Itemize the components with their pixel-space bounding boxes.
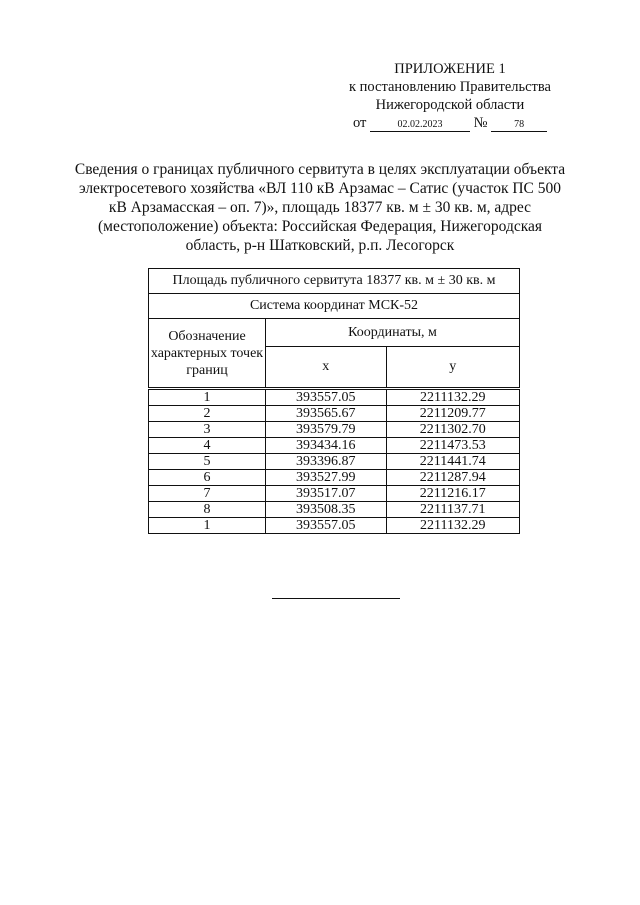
x-cell: 393508.35 [266, 502, 387, 518]
coordinates-table [148, 268, 520, 534]
table-row [149, 438, 520, 454]
table-row [149, 422, 520, 438]
point-cell: 8 [149, 502, 266, 518]
y-cell: 2211216.17 [386, 486, 519, 502]
coordinates-header: Координаты, м [266, 319, 520, 347]
x-header: x [266, 347, 387, 389]
end-divider [272, 598, 400, 599]
document-title: Сведения о границах публичного сервитута в целях эксплуатации объекта электросетевого хозяйства «ВЛ 110 кВ Арзамас – Сатис (участок ПС 500 кВ Арзамасская – оп. 7)», площадь 18377 кв. м ± 30 кв. м, адрес (местоположение) объекта: Российская Федерация, Нижегородская область, р-н Шатковский, р.п. Лесогорск [74, 161, 566, 254]
area-row: Площадь публичного сервитута 18377 кв. м ± 30 кв. м [149, 269, 520, 294]
table-row [149, 502, 520, 518]
x-cell: 393517.07 [266, 486, 387, 502]
y-header: y [386, 347, 519, 389]
x-cell: 393527.99 [266, 470, 387, 486]
date-prefix: от [352, 115, 367, 131]
number-value: 78 [491, 119, 547, 132]
point-cell: 1 [149, 389, 266, 406]
x-cell: 393565.67 [266, 406, 387, 422]
date-value: 02.02.2023 [370, 119, 470, 132]
appendix-region-line: Нижегородской области [375, 97, 525, 113]
point-cell: 4 [149, 438, 266, 454]
point-cell: 1 [149, 518, 266, 534]
y-cell: 2211132.29 [386, 389, 519, 406]
appendix-resolution-line: к постановлению Правительства [349, 79, 551, 95]
point-cell: 7 [149, 486, 266, 502]
table-row [149, 454, 520, 470]
point-cell: 3 [149, 422, 266, 438]
appendix-title: ПРИЛОЖЕНИЕ 1 [394, 61, 506, 77]
point-cell: 6 [149, 470, 266, 486]
y-cell: 2211473.53 [386, 438, 519, 454]
point-cell: 2 [149, 406, 266, 422]
x-cell: 393557.05 [266, 389, 387, 406]
y-cell: 2211287.94 [386, 470, 519, 486]
appendix-date-line [330, 114, 570, 132]
table-row [149, 470, 520, 486]
y-cell: 2211132.29 [386, 518, 519, 534]
appendix-header [330, 60, 570, 132]
table-row [149, 389, 520, 406]
table-row [149, 486, 520, 502]
y-cell: 2211441.74 [386, 454, 519, 470]
x-cell: 393579.79 [266, 422, 387, 438]
y-cell: 2211137.71 [386, 502, 519, 518]
table-row [149, 406, 520, 422]
coordinate-system-row: Система координат МСК-52 [149, 294, 520, 319]
x-cell: 393396.87 [266, 454, 387, 470]
table-row [149, 518, 520, 534]
x-cell: 393434.16 [266, 438, 387, 454]
point-cell: 5 [149, 454, 266, 470]
y-cell: 2211209.77 [386, 406, 519, 422]
x-cell: 393557.05 [266, 518, 387, 534]
y-cell: 2211302.70 [386, 422, 519, 438]
points-header: Обозначение характерных точек границ [149, 319, 266, 389]
number-prefix: № [473, 115, 488, 131]
